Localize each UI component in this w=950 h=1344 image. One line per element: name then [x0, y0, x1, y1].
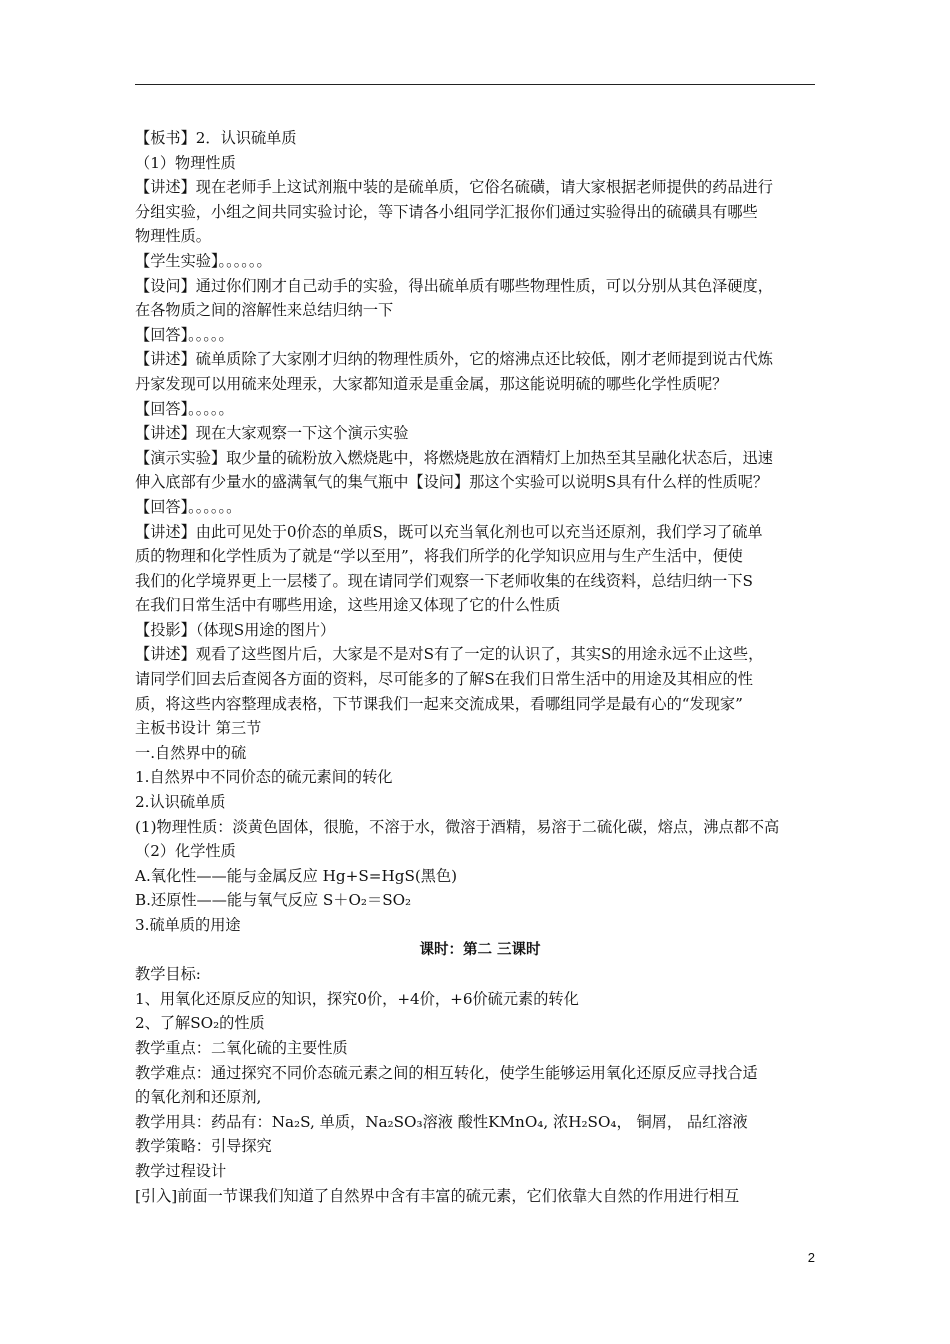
text-line: 3.硫单质的用途	[135, 916, 241, 934]
text-line: 【投影】（体现S用途的图片）	[135, 620, 336, 639]
text-line: 1、用氧化还原反应的知识，探究0价，+4价，+6价硫元素的转化	[135, 989, 579, 1008]
text-line: 【讲述】由此可见处于0价态的单质S，既可以充当氧化剂也可以充当还原剂，我们学习了硫单	[135, 522, 763, 541]
text-line: 教学难点：通过探究不同价态硫元素之间的相互转化，使学生能够运用氧化还原反应寻找合适	[135, 1063, 758, 1082]
text-line: 在我们日常生活中有哪些用途，这些用途又体现了它的什么性质	[135, 596, 561, 615]
text-line: 我们的化学境界更上一层楼了。现在请同学们观察一下老师收集的在线资料，总结归纳一下S	[135, 571, 753, 590]
text-line: 教学过程设计	[135, 1161, 227, 1180]
text-line: （2）化学性质	[135, 842, 236, 861]
text-line: B.还原性——能与氧气反应 S＋O₂＝SO₂	[135, 891, 412, 910]
text-line: A.氧化性——能与金属反应 Hg+S=HgS(黑色)	[135, 866, 458, 885]
text-line: 2、了解SO₂的性质	[135, 1014, 265, 1033]
text-line: 物理性质。	[135, 227, 211, 246]
page-number: 2	[807, 1250, 815, 1265]
text-line: 【板书】2．认识硫单质	[135, 129, 297, 147]
text-line: 质的物理和化学性质为了就是“学以至用”，将我们所学的化学知识应用与生产生活中，便使	[135, 547, 743, 566]
text-line: 【讲述】现在大家观察一下这个演示实验	[135, 424, 409, 443]
text-line: 教学重点：二氧化硫的主要性质	[135, 1038, 348, 1057]
text-line: （1）物理性质	[135, 153, 236, 172]
text-line: 【回答】。。。。。。	[135, 497, 242, 516]
text-line: 的氧化剂和还原剂,	[135, 1088, 262, 1107]
text-line: 【回答】。。。。。	[135, 399, 234, 418]
header-rule	[135, 84, 815, 85]
text-line: 请同学们回去后查阅各方面的资料，尽可能多的了解S在我们日常生活中的用途及其相应的性	[135, 670, 753, 689]
text-line: (1)物理性质：淡黄色固体，很脆，不溶于水，微溶于酒精，易溶于二硫化碳，熔点，沸点都不高	[135, 817, 780, 836]
text-line: 1.自然界中不同价态的硫元素间的转化	[135, 768, 393, 787]
text-line: 【学生实验】。。。。。。	[135, 251, 272, 270]
text-line: 教学策略：引导探究	[135, 1137, 272, 1156]
text-line: 【讲述】现在老师手上这试剂瓶中装的是硫单质，它俗名硫磺，请大家根据老师提供的药品进行	[135, 178, 773, 197]
text-line: 【回答】。。。。。	[135, 325, 234, 344]
text-line: 教学目标:	[135, 965, 201, 984]
text-line: 主板书设计 第三节	[135, 719, 262, 738]
text-line: 【演示实验】取少量的硫粉放入燃烧匙中，将燃烧匙放在酒精灯上加热至其呈融化状态后，迅速	[135, 448, 773, 467]
text-line: 【设问】通过你们刚才自己动手的实验，得出硫单质有哪些物理性质，可以分别从其色泽硬度，	[135, 276, 773, 295]
text-line: 教学用具：药品有：Na₂S, 单质，Na₂SO₃溶液 酸性KMnO₄, 浓H₂SO₄， 铜屑， 品红溶液	[135, 1112, 748, 1131]
text-line: 【讲述】硫单质除了大家刚才归纳的物理性质外，它的熔沸点还比较低，刚才老师提到说古代炼	[135, 350, 773, 369]
section-heading: 课时：第二 三课时	[419, 941, 541, 958]
document-body	[135, 126, 825, 1208]
text-line: 一.自然界中的硫	[135, 743, 247, 762]
text-line: 【讲述】观看了这些图片后，大家是不是对S有了一定的认识了，其实S的用途永远不止这些，	[135, 645, 764, 664]
text-line: 在各物质之间的溶解性来总结归纳一下	[135, 301, 394, 320]
text-line: 丹家发现可以用硫来处理汞，大家都知道汞是重金属，那这能说明硫的哪些化学性质呢？	[135, 374, 728, 393]
text-line: 质，将这些内容整理成表格，下节课我们一起来交流成果，看哪组同学是最有心的“发现家”	[135, 694, 743, 713]
text-line: 分组实验，小组之间共同实验讨论，等下请各小组同学汇报你们通过实验得出的硫磺具有哪些	[135, 202, 758, 221]
text-line: 2.认识硫单质	[135, 793, 226, 812]
text-line: [引入]前面一节课我们知道了自然界中含有丰富的硫元素，它们依靠大自然的作用进行相互	[135, 1186, 740, 1205]
text-line: 伸入底部有少量水的盛满氧气的集气瓶中【设问】那这个实验可以说明S具有什么样的性质呢？	[135, 473, 769, 492]
